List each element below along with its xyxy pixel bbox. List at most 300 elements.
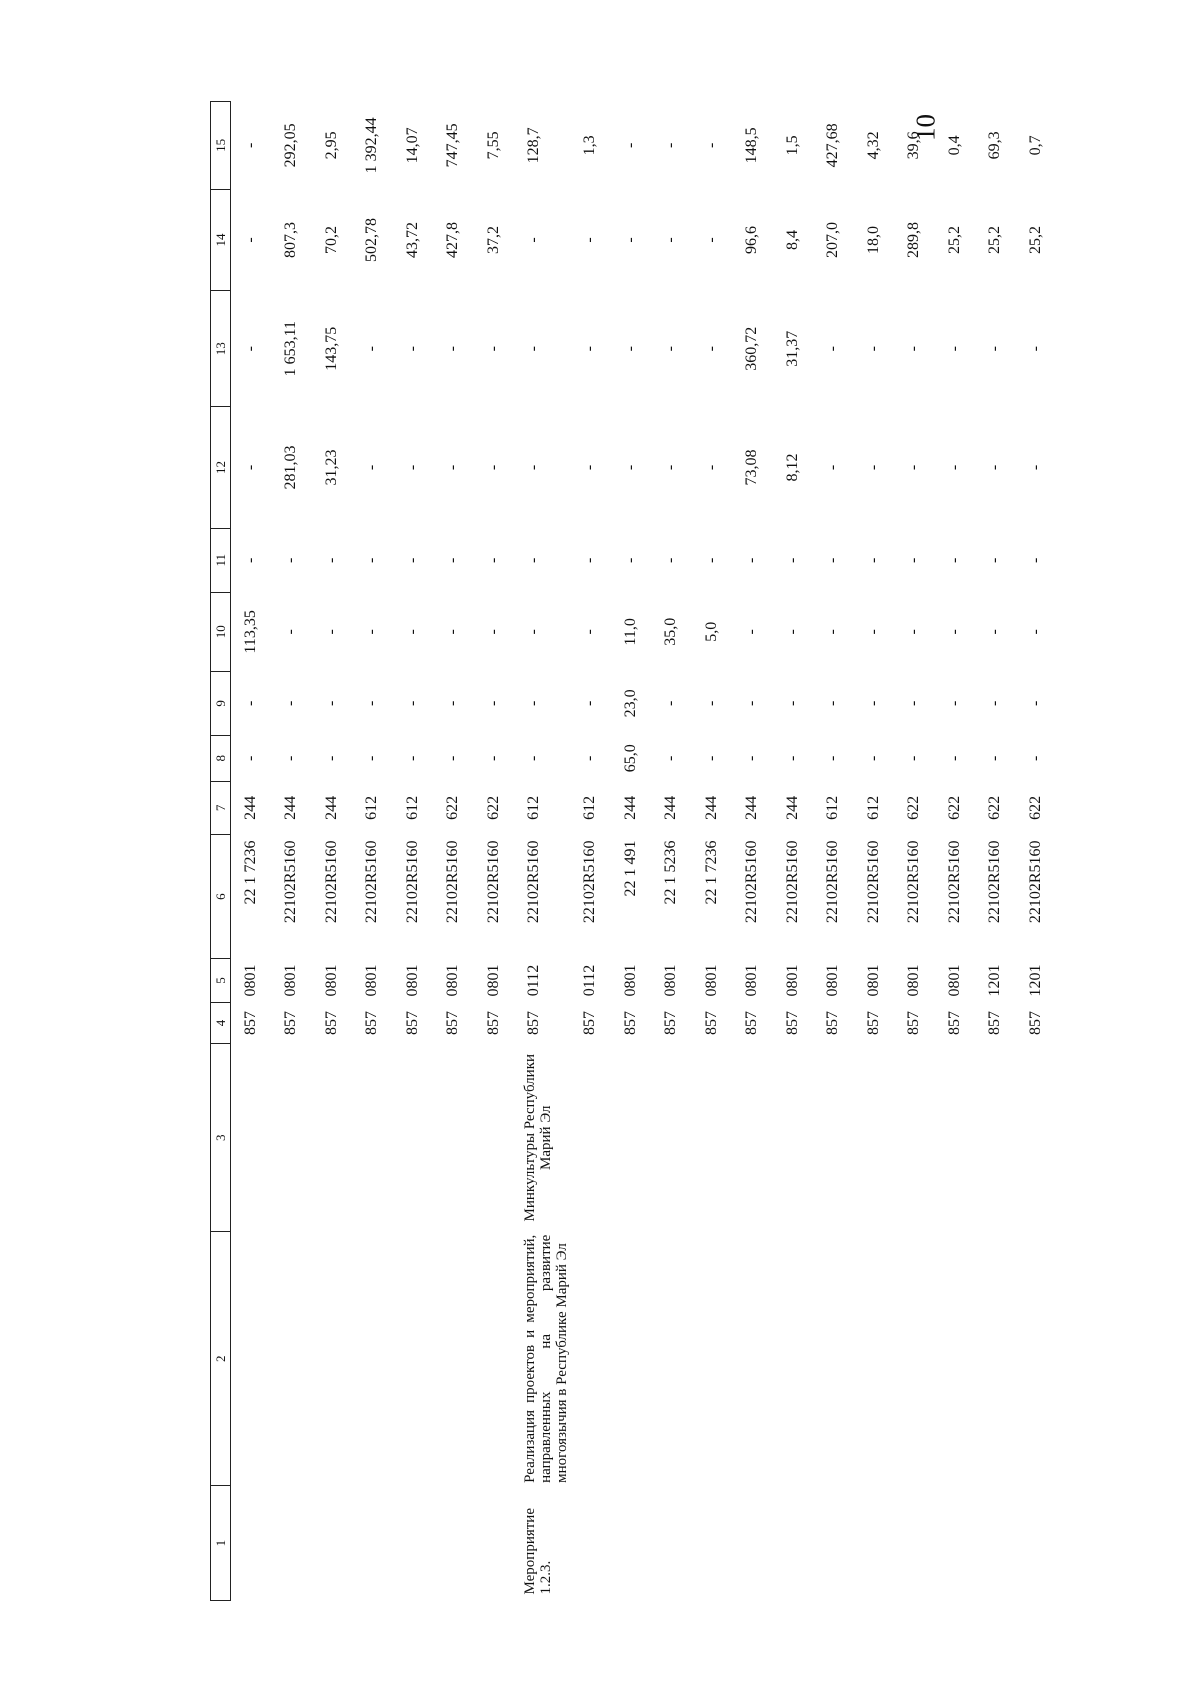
table-cell: 857	[905, 1011, 922, 1036]
table-cell: -	[484, 755, 502, 761]
table-cell: -	[702, 700, 720, 706]
table-cell: -	[945, 755, 963, 761]
table-cell: -	[1026, 700, 1044, 706]
table-cell: -	[282, 700, 299, 706]
table-cell	[651, 1486, 692, 1601]
table-cell	[935, 1486, 976, 1601]
table-cell: 622	[1026, 795, 1044, 820]
table-cell: 612	[824, 795, 841, 820]
page-number: 10	[910, 114, 941, 141]
table-cell: 70,2	[322, 225, 340, 254]
table-cell: -	[444, 755, 461, 761]
budget-table	[210, 101, 1056, 1601]
table-cell	[1016, 1044, 1057, 1232]
table-cell: 427,68	[824, 123, 841, 168]
table-cell: -	[905, 629, 922, 635]
table-cell: 128,7	[525, 127, 542, 164]
table-cell: 2,95	[322, 131, 340, 160]
table-cell: 22102R5160	[282, 840, 299, 924]
table-cell: -	[824, 755, 841, 761]
measure-executor	[231, 1044, 272, 1232]
table-cell: 857	[525, 1011, 542, 1036]
table-cell: -	[444, 464, 461, 471]
table-row	[393, 102, 434, 1601]
column-header: 14	[211, 189, 231, 291]
table-row	[651, 102, 692, 1601]
table-cell: -	[702, 557, 720, 563]
table-cell: 69,3	[986, 131, 1003, 160]
table-cell: 244	[662, 795, 679, 820]
table-cell	[773, 1044, 814, 1232]
table-cell: -	[702, 755, 720, 761]
table-cell: 857	[242, 1011, 259, 1036]
table-cell: -	[581, 346, 598, 352]
table-cell: 0801	[363, 964, 380, 997]
table-cell: 22 1 7236	[702, 840, 720, 905]
table-cell: -	[1026, 346, 1044, 352]
table-cell: -	[1026, 755, 1044, 761]
table-cell: 148,5	[743, 127, 760, 164]
table-cell: -	[702, 142, 720, 148]
table-cell	[732, 1044, 773, 1232]
column-header: 8	[211, 735, 231, 781]
table-cell: -	[905, 700, 922, 706]
table-cell: 73,08	[743, 449, 760, 486]
table-cell: 31,23	[322, 449, 340, 486]
table-cell: -	[945, 557, 963, 563]
table-cell: 31,37	[783, 330, 801, 367]
table-cell: -	[403, 629, 421, 635]
table-row	[352, 102, 393, 1601]
table-cell: -	[824, 464, 841, 471]
measure-id	[231, 1486, 272, 1601]
table-cell: -	[783, 629, 801, 635]
table-cell: 1201	[1026, 964, 1044, 997]
table-cell: -	[824, 346, 841, 352]
table-cell: -	[662, 755, 679, 761]
table-cell: -	[743, 629, 760, 635]
table-cell: -	[242, 700, 259, 706]
table-cell: 11,0	[621, 618, 639, 646]
table-cell: 22102R5160	[783, 840, 801, 924]
table-cell: -	[363, 629, 380, 635]
table-cell: 857	[363, 1011, 380, 1036]
table-cell: 8,4	[783, 229, 801, 250]
table-cell: 244	[621, 795, 639, 820]
table-cell: 0801	[662, 964, 679, 997]
table-cell	[312, 1232, 353, 1486]
table-cell: 244	[242, 795, 259, 820]
table-cell: -	[484, 346, 502, 352]
table-cell	[975, 1486, 1016, 1601]
table-cell	[813, 1486, 854, 1601]
table-cell	[854, 1232, 895, 1486]
table-cell: 0801	[864, 964, 882, 997]
table-cell: -	[986, 557, 1003, 563]
table-cell	[393, 1486, 434, 1601]
table-cell: 39,6	[905, 131, 922, 160]
table-cell	[975, 1044, 1016, 1232]
table-cell: 622	[986, 795, 1003, 820]
table-cell: 4,32	[864, 131, 882, 160]
table-cell: 25,2	[986, 225, 1003, 254]
table-cell	[1016, 1486, 1057, 1601]
table-cell: -	[403, 755, 421, 761]
table-cell: 612	[581, 795, 598, 820]
table-cell	[474, 1486, 515, 1601]
table-cell: 65,0	[621, 744, 639, 773]
table-cell: 857	[282, 1011, 299, 1036]
table-cell: 22102R5160	[403, 840, 421, 924]
table-cell: -	[525, 237, 542, 243]
table-cell: -	[783, 557, 801, 563]
table-cell: -	[444, 346, 461, 352]
table-cell: 1,3	[581, 135, 598, 156]
table-cell	[935, 1232, 976, 1486]
table-cell: -	[525, 346, 542, 352]
table-cell: -	[282, 629, 299, 635]
table-cell: 0801	[403, 964, 421, 997]
table-row	[231, 102, 272, 1601]
table-cell: 292,05	[282, 123, 299, 168]
table-cell: -	[403, 700, 421, 706]
table-cell: 18,0	[864, 225, 882, 254]
table-cell: -	[444, 700, 461, 706]
table-cell: -	[986, 700, 1003, 706]
table-cell: 857	[581, 1011, 598, 1036]
table-cell: 22102R5160	[743, 840, 760, 924]
table-cell: 1 392,44	[363, 117, 380, 174]
table-cell: 23,0	[621, 689, 639, 718]
table-cell: 22102R5160	[581, 840, 598, 924]
table-cell	[312, 1486, 353, 1601]
table-cell	[975, 1232, 1016, 1486]
table-cell: 360,72	[743, 326, 760, 371]
table-cell: 857	[945, 1011, 963, 1036]
table-row	[474, 102, 515, 1601]
table-cell: -	[945, 629, 963, 635]
table-cell: 0801	[824, 964, 841, 997]
table-cell: -	[363, 346, 380, 352]
table-cell: -	[662, 142, 679, 148]
table-cell: -	[702, 346, 720, 352]
table-cell	[474, 1232, 515, 1486]
table-row	[935, 102, 976, 1601]
table-cell: 0801	[322, 964, 340, 997]
table-cell: -	[242, 237, 259, 243]
column-header: 6	[211, 835, 231, 959]
table-cell: 22102R5160	[945, 840, 963, 924]
table-cell	[692, 1486, 733, 1601]
table-cell	[352, 1232, 393, 1486]
table-cell: 622	[945, 795, 963, 820]
table-cell: -	[581, 755, 598, 761]
table-row	[975, 102, 1016, 1601]
table-row	[514, 102, 570, 1601]
measure-title: Реализация проектов и мероприятий, направленных на развитие многоязычия в Республике Марий Эл	[522, 1234, 570, 1483]
table-cell: -	[621, 557, 639, 563]
table-cell: -	[363, 464, 380, 471]
table-cell: 1 653,11	[282, 320, 299, 377]
table-cell: -	[945, 346, 963, 352]
table-cell: -	[525, 629, 542, 635]
table-cell: -	[702, 237, 720, 243]
table-cell: -	[621, 346, 639, 352]
table-cell: -	[743, 755, 760, 761]
table-cell: 22102R5160	[444, 840, 461, 924]
table-cell: 22102R5160	[1026, 840, 1044, 924]
table-row	[854, 102, 895, 1601]
table-cell: 0801	[621, 964, 639, 997]
table-cell	[894, 1232, 935, 1486]
table-cell: -	[242, 142, 259, 148]
table-cell: -	[403, 464, 421, 471]
table-cell: -	[945, 700, 963, 706]
table-cell	[651, 1044, 692, 1232]
table-cell	[813, 1232, 854, 1486]
table-cell: 622	[905, 795, 922, 820]
table-cell: 857	[621, 1011, 639, 1036]
table-cell: 857	[743, 1011, 760, 1036]
table-row	[611, 102, 652, 1601]
table-cell: -	[484, 700, 502, 706]
table-cell: 857	[702, 1011, 720, 1036]
table-cell	[854, 1486, 895, 1601]
table-cell: -	[581, 237, 598, 243]
table-cell: -	[322, 629, 340, 635]
table-cell: -	[1026, 629, 1044, 635]
table-cell: -	[662, 464, 679, 471]
table-cell: 96,6	[743, 225, 760, 254]
table-cell: 0,7	[1026, 135, 1044, 156]
table-cell	[611, 1232, 652, 1486]
table-cell: -	[363, 557, 380, 563]
column-header: 7	[211, 781, 231, 834]
table-cell: -	[525, 700, 542, 706]
table-cell: -	[702, 464, 720, 471]
table-cell: 0112	[581, 964, 598, 997]
table-cell: 0801	[905, 964, 922, 997]
table-cell: 35,0	[662, 617, 679, 646]
table-cell: -	[484, 464, 502, 471]
table-cell: -	[783, 755, 801, 761]
table-cell: -	[581, 557, 598, 563]
table-cell: -	[905, 464, 922, 471]
table-cell	[570, 1486, 611, 1601]
table-cell: -	[444, 629, 461, 635]
column-header: 2	[211, 1232, 231, 1486]
table-cell: -	[783, 700, 801, 706]
table-cell: -	[662, 237, 679, 243]
table-cell: -	[322, 557, 340, 563]
table-cell: -	[864, 346, 882, 352]
table-cell	[651, 1232, 692, 1486]
column-header: 3	[211, 1044, 231, 1232]
table-cell: 22102R5160	[322, 840, 340, 924]
table-cell: -	[403, 557, 421, 563]
table-cell: 22102R5160	[905, 840, 922, 924]
table-cell	[732, 1486, 773, 1601]
table-cell: -	[864, 557, 882, 563]
table-cell: 0801	[783, 964, 801, 997]
table-cell: -	[662, 557, 679, 563]
table-cell: 622	[484, 795, 502, 820]
table-cell: 622	[444, 795, 461, 820]
column-header: 10	[211, 592, 231, 671]
table-cell: -	[905, 346, 922, 352]
table-cell: 857	[403, 1011, 421, 1036]
table-cell	[433, 1044, 474, 1232]
table-cell: 22 1 5236	[662, 840, 679, 905]
table-cell: -	[986, 755, 1003, 761]
table-cell: 22102R5160	[363, 840, 380, 924]
table-cell: 857	[322, 1011, 340, 1036]
table-cell: 244	[282, 795, 299, 820]
table-cell: 0112	[525, 964, 542, 997]
measure-executor: Минкультуры Республики Марий Эл	[522, 1053, 554, 1222]
table-cell: 207,0	[824, 221, 841, 258]
table-cell: 5,0	[702, 621, 720, 642]
table-cell	[894, 1486, 935, 1601]
table-cell	[474, 1044, 515, 1232]
column-header: 13	[211, 291, 231, 407]
table-cell: -	[484, 629, 502, 635]
table-cell: -	[1026, 557, 1044, 563]
table-cell	[773, 1486, 814, 1601]
table-cell: 0801	[282, 964, 299, 997]
table-cell: 22 1 7236	[242, 840, 259, 905]
table-cell: -	[824, 629, 841, 635]
measure-id: Мероприятие 1.2.3.	[522, 1508, 554, 1595]
table-row	[773, 102, 814, 1601]
table-cell: -	[282, 755, 299, 761]
table-row	[813, 102, 854, 1601]
table-cell: 43,72	[403, 221, 421, 258]
table-cell: -	[242, 346, 259, 352]
table-cell	[433, 1486, 474, 1601]
table-cell	[773, 1232, 814, 1486]
table-cell: 1201	[986, 964, 1003, 997]
table-cell: 612	[864, 795, 882, 820]
table-cell: 25,2	[1026, 225, 1044, 254]
table-row	[570, 102, 611, 1601]
table-cell	[570, 1044, 611, 1232]
table-cell: -	[945, 464, 963, 471]
table-cell	[854, 1044, 895, 1232]
column-header: 15	[211, 102, 231, 190]
rotated-table-wrapper	[210, 101, 1200, 1601]
table-cell: -	[864, 755, 882, 761]
table-row	[692, 102, 733, 1601]
table-cell: 1,5	[783, 135, 801, 156]
table-row	[433, 102, 474, 1601]
table-cell: -	[864, 700, 882, 706]
table-cell: 113,35	[242, 610, 259, 654]
table-cell: -	[864, 629, 882, 635]
table-cell	[312, 1044, 353, 1232]
table-cell: 25,2	[945, 225, 963, 254]
table-cell	[570, 1232, 611, 1486]
table-cell	[813, 1044, 854, 1232]
column-header: 1	[211, 1486, 231, 1601]
table-cell: -	[581, 629, 598, 635]
table-cell	[352, 1044, 393, 1232]
table-cell: -	[864, 464, 882, 471]
table-cell: -	[621, 237, 639, 243]
table-cell: -	[986, 629, 1003, 635]
table-row	[312, 102, 353, 1601]
table-cell	[393, 1044, 434, 1232]
table-cell	[935, 1044, 976, 1232]
table-cell	[433, 1232, 474, 1486]
table-cell: -	[824, 700, 841, 706]
table-cell: 857	[484, 1011, 502, 1036]
table-cell: -	[581, 700, 598, 706]
table-row	[894, 102, 935, 1601]
table-cell	[692, 1232, 733, 1486]
table-cell: 244	[702, 795, 720, 820]
table-cell: 807,3	[282, 221, 299, 258]
table-cell: 0801	[945, 964, 963, 997]
table-cell: 143,75	[322, 326, 340, 371]
table-cell: 281,03	[282, 445, 299, 490]
table-cell: 244	[322, 795, 340, 820]
table-cell: 7,55	[484, 131, 502, 160]
table-row	[1016, 102, 1057, 1601]
table-cell	[611, 1486, 652, 1601]
table-cell: 22102R5160	[525, 840, 542, 924]
table-cell: 612	[525, 795, 542, 820]
table-cell: 0801	[242, 964, 259, 997]
column-number-row	[211, 102, 231, 1601]
table-cell	[271, 1232, 312, 1486]
table-cell: -	[363, 700, 380, 706]
column-header: 9	[211, 671, 231, 735]
table-cell: 502,78	[363, 217, 380, 262]
table-cell: -	[242, 557, 259, 563]
table-cell: 244	[743, 795, 760, 820]
table-cell: -	[525, 755, 542, 761]
table-cell: -	[484, 557, 502, 563]
table-cell: -	[242, 464, 259, 471]
table-cell: -	[322, 700, 340, 706]
table-cell: -	[743, 557, 760, 563]
table-cell: 857	[986, 1011, 1003, 1036]
table-cell	[1016, 1232, 1057, 1486]
table-cell: -	[403, 346, 421, 352]
column-header: 12	[211, 407, 231, 529]
table-cell: -	[986, 464, 1003, 471]
table-cell: 0,4	[945, 135, 963, 156]
table-cell: -	[581, 464, 598, 471]
table-cell: -	[363, 755, 380, 761]
table-cell: -	[322, 755, 340, 761]
table-cell: 37,2	[484, 225, 502, 254]
column-header: 4	[211, 1002, 231, 1043]
table-cell: 22102R5160	[986, 840, 1003, 924]
table-cell: 427,8	[444, 221, 461, 258]
table-cell: 14,07	[403, 127, 421, 164]
measure-title	[231, 1232, 272, 1486]
column-header: 5	[211, 959, 231, 1003]
column-header: 11	[211, 528, 231, 592]
table-cell: 747,45	[444, 123, 461, 168]
table-cell	[393, 1232, 434, 1486]
table-cell	[732, 1232, 773, 1486]
table-cell	[271, 1486, 312, 1601]
table-cell: -	[905, 755, 922, 761]
table-cell: -	[282, 557, 299, 563]
